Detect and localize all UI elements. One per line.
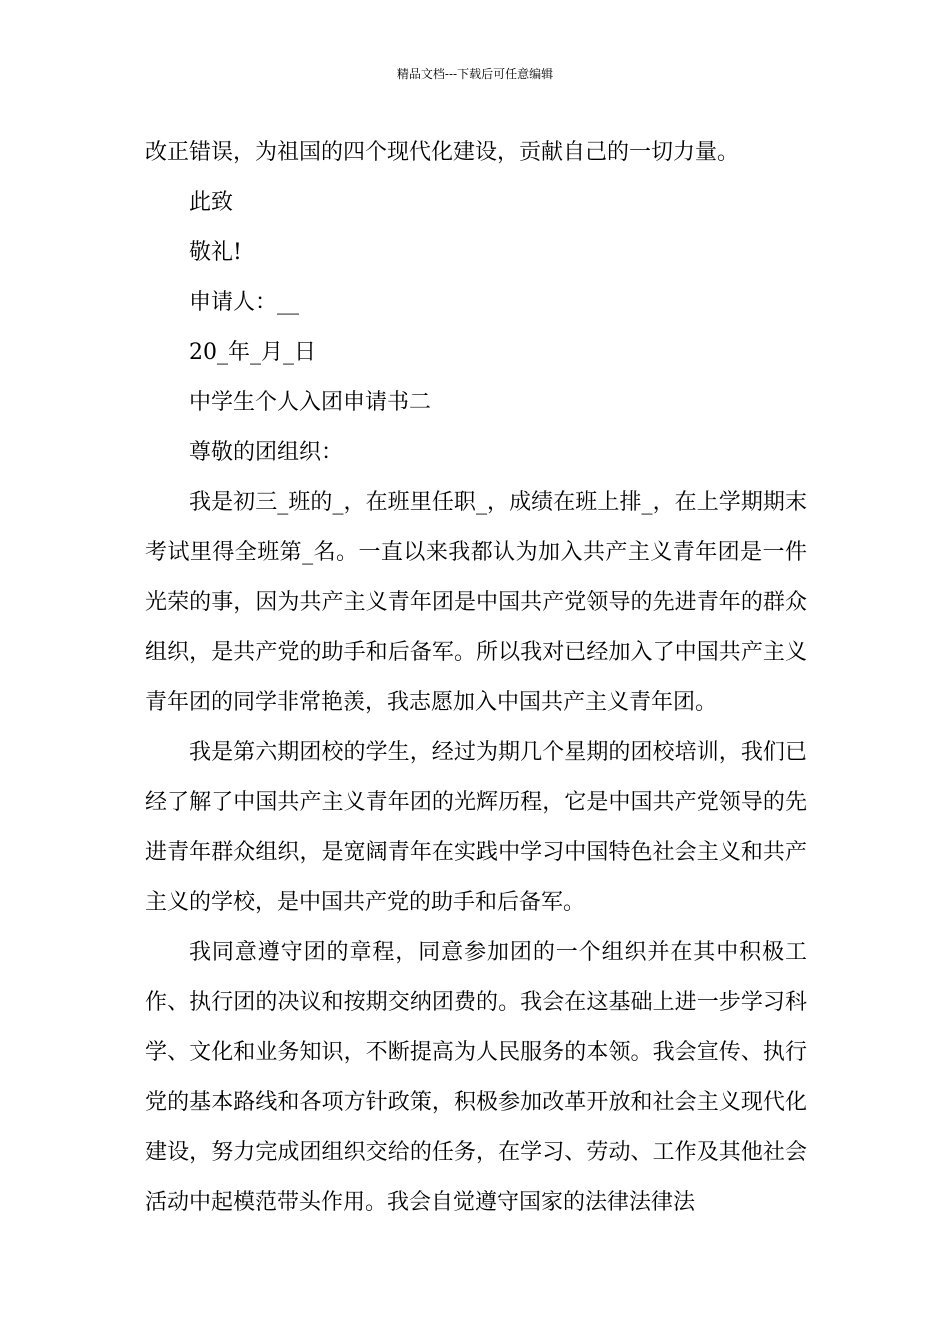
closing-line-2: 敬礼! bbox=[189, 240, 242, 265]
page-header: 精品文档---下载后可任意编辑 bbox=[396, 67, 554, 81]
closing-line-1: 此致 bbox=[189, 190, 234, 215]
body-paragraph: 我同意遵守团的章程，同意参加团的一个组织并在其中积极工作、执行团的决议和按期交纳团费的。我会在这基础上进一步学习科学、文化和业务知识，不断提高为人民服务的本领。我会宣传、执行党的基本路线和各项方针政策，积极参加改革开放和社会主义现代化建设，努力完成团组织交给的任务，在学习、劳动、工作及其他社会活动中起模范带头作用。我会自觉遵守国家的法律法律法 bbox=[145, 940, 807, 1215]
date-line: 20_年_月_日 bbox=[189, 340, 316, 365]
body-paragraph: 我是初三_班的_，在班里任职_，成绩在班上排_，在上学期期末考试里得全班第_名。一直以来我都认为加入共产主义青年团是一件光荣的事，因为共产主义青年团是中国共产党领导的先进青年的群众组织，是共产党的助手和后备军。所以我对已经加入了中国共产主义青年团的同学非常艳羡，我志愿加入中国共产主义青年团。 bbox=[145, 490, 807, 715]
salutation: 尊敬的团组织： bbox=[189, 440, 344, 465]
body-paragraph: 我是第六期团校的学生，经过为期几个星期的团校培训，我们已经了解了中国共产主义青年团的光辉历程，它是中国共产党领导的先进青年群众组织，是宽阔青年在实践中学习中国特色社会主义和共产主义的学校，是中国共产党的助手和后备军。 bbox=[145, 740, 807, 915]
document-body bbox=[145, 128, 807, 1228]
section-title: 中学生个人入团申请书二 bbox=[189, 390, 432, 415]
continuation-line: 改正错误，为祖国的四个现代化建设，贡献自己的一切力量。 bbox=[145, 140, 740, 165]
applicant-line: 申请人：__ bbox=[189, 290, 300, 315]
